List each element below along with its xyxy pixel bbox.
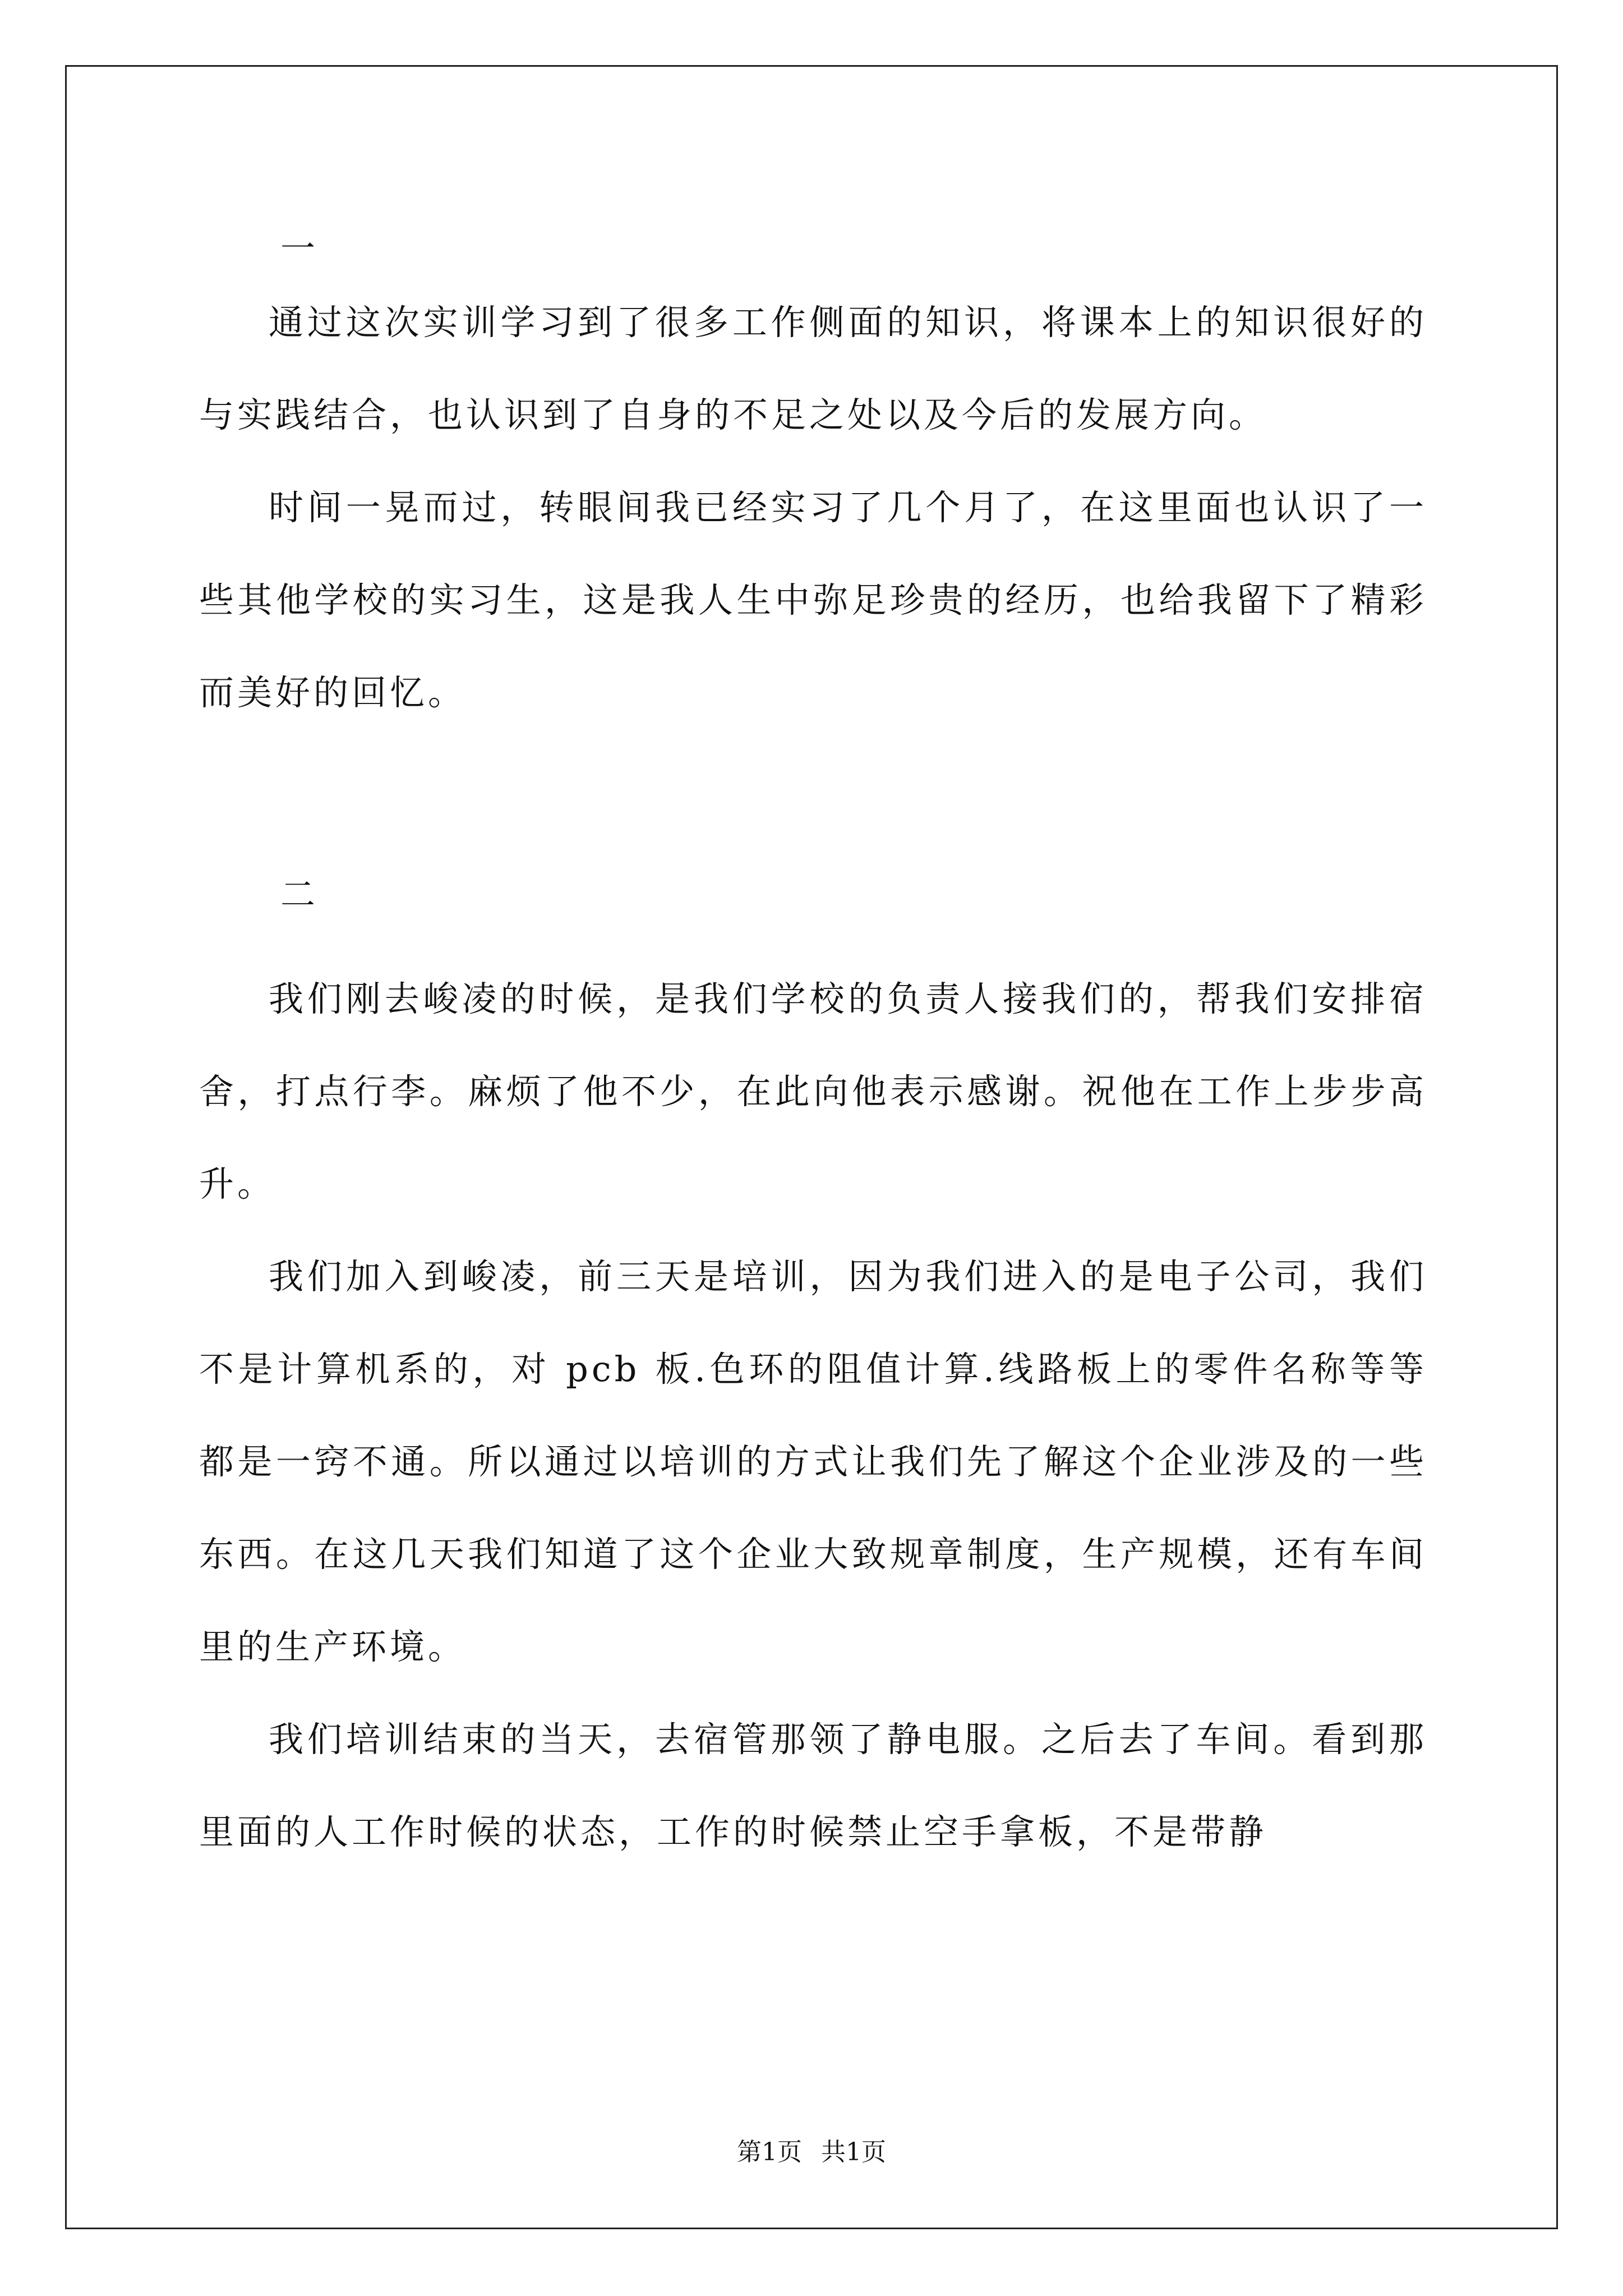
page-number: 第1页 xyxy=(737,2138,802,2166)
page-total: 共1页 xyxy=(821,2138,886,2166)
paragraph: 我们加入到峻凌，前三天是培训，因为我们进入的是电子公司，我们不是计算机系的，对 pcb 板.色环的阻值计算.线路板上的零件名称等等都是一窍不通。所以通过以培训的方式让我们先了解这个企业涉及的一些东西。在这几天我们知道了这个企业大致规章制度，生产规模，还有车间里的生产环境。 xyxy=(199,1256,1427,1667)
paragraph: 通过这次实训学习到了很多工作侧面的知识，将课本上的知识很好的与实践结合，也认识到了自身的不足之处以及今后的发展方向。 xyxy=(199,302,1427,435)
paragraph: 我们培训结束的当天，去宿管那领了静电服。之后去了车间。看到那里面的人工作时候的状态，工作的时候禁止空手拿板，不是带静 xyxy=(199,1719,1427,1852)
section-heading-2: 二 xyxy=(280,874,316,915)
paragraph: 时间一晃而过，转眼间我已经实习了几个月了，在这里面也认识了一些其他学校的实习生，这是我人生中弥足珍贵的经历，也给我留下了精彩而美好的回忆。 xyxy=(199,487,1427,713)
section-heading-1: 一 xyxy=(280,228,316,269)
page-footer xyxy=(0,2132,1623,2168)
section-1-body xyxy=(199,276,1427,739)
paragraph: 我们刚去峻凌的时候，是我们学校的负责人接我们的，帮我们安排宿舍，打点行李。麻烦了他不少，在此向他表示感谢。祝他在工作上步步高升。 xyxy=(199,978,1427,1204)
section-2-body xyxy=(199,953,1427,1878)
